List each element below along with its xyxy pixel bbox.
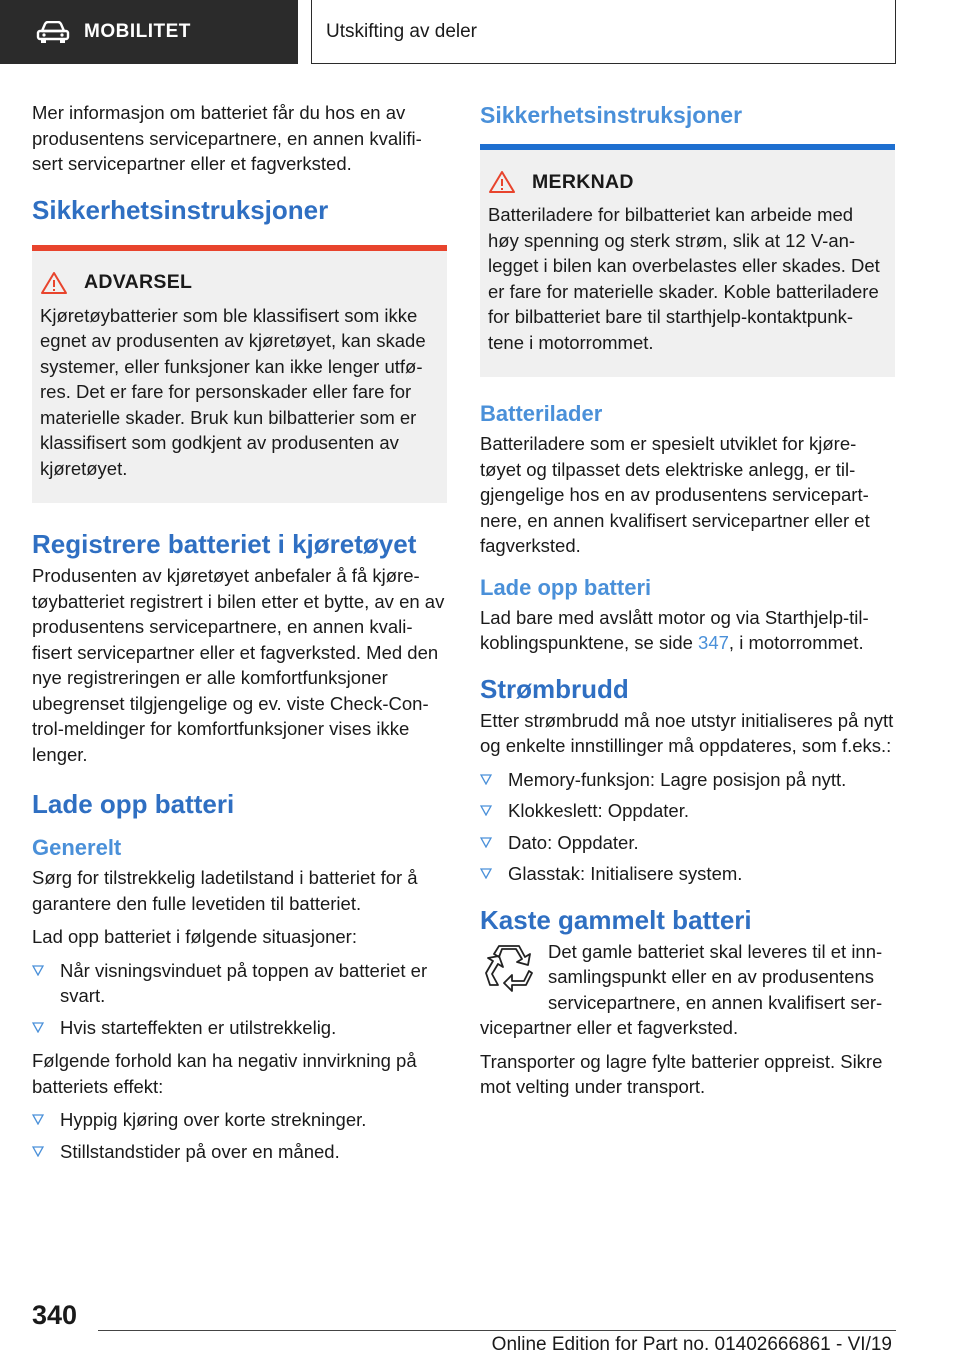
situations-list [32,958,447,1041]
warning-triangle-icon [40,271,68,295]
list-item: Dato: Oppdater. [480,830,895,856]
dispose-paragraph: Det gamle batteriet skal leveres til et inn-samlingspunkt eller en av produsentens servicepartnere, en annen kvalifisert ser-vicepartner eller et fagverksted. [480,940,883,1038]
note-text: Batteriladere for bilbatteriet kan arbeide med høy spenning og sterk strøm, slik at 12 V-an-legget i bilen kan overbelastes eller skades. Det er fare for materielle skader. Koble batteriladere for bilbatteriet bare til starthjelp-kontaktpunk-tene i motorrommet. [488,204,880,353]
car-icon [36,21,70,43]
recycle-icon [480,943,538,999]
triangle-bullet-icon [32,1022,44,1033]
general-heading: Generelt [32,835,122,860]
list-item: Hyppig kjøring over korte strekninger. [32,1107,447,1133]
section-tab [0,0,298,64]
left-column [32,100,447,1172]
note-box [480,144,895,377]
charger-paragraph: Batteriladere som er spesielt utviklet for kjøre-tøyet og tilpasset dets elektriske anlegg, er til-gjengelige hos en av produsentens servicepart-nere, en annen kvalifisert servicepartner eller et fagverksted. [480,433,870,556]
triangle-bullet-icon [32,1146,44,1157]
negative-list [32,1107,447,1164]
footer-divider [98,1330,896,1331]
page-link[interactable]: 347 [698,632,729,653]
charge-paragraph: Lad bare med avslått motor og via Starthjelp-til-koblingspunktene, se side 347, i motorrommet. [480,606,869,653]
dispose-block [480,939,895,1049]
warning-triangle-icon [488,170,516,194]
right-safety-heading: Sikkerhetsinstruksjoner [480,102,743,128]
list-item: Stillstandstider på over en måned. [32,1139,447,1165]
transport-paragraph: Transporter og lagre fylte batterier oppreist. Sikre mot velting under transport. [480,1050,883,1097]
edition-text: Online Edition for Part no. 01402666861 - VI/19 [491,1334,892,1355]
general-paragraph: Sørg for tilstrekkelig ladetilstand i batteriet for å garantere den fulle levetiden til batteriet. [32,867,418,914]
right-charge-heading: Lade opp batteri [480,574,652,600]
charger-heading: Batterilader [480,401,603,426]
triangle-bullet-icon [480,774,492,785]
outage-heading: Strømbrudd [480,673,629,704]
warning-title: ADVARSEL [84,271,193,293]
note-title: MERKNAD [532,170,634,193]
triangle-bullet-icon [32,965,44,976]
list-item: Glasstak: Initialisere system. [480,861,895,887]
outage-list [480,767,895,887]
warning-box [32,245,447,504]
triangle-bullet-icon [480,805,492,816]
page-number: 340 [32,1300,78,1330]
triangle-bullet-icon [480,837,492,848]
section-title: MOBILITET [84,21,191,42]
chapter-title: Utskifting av deler [326,20,478,42]
dispose-heading: Kaste gammelt batteri [480,904,752,935]
register-paragraph: Produsenten av kjøretøyet anbefaler å få kjøre-tøybatteriet registrert i bilen etter et bytte, av en av produsentens servicepartnere, en annen kvali-fisert servicepartner eller et fagverksted. Med den nye registreringen er alle komfortfunksjoner ubegrenset tilgjengelige og ev. viste Check-Con-trol-meldinger for komfortfunksjoner vises ikke lenger. [32,565,445,765]
situations-intro: Lad opp batteriet i følgende situasjoner: [32,926,357,947]
chapter-title-box [311,0,896,64]
triangle-bullet-icon [32,1114,44,1125]
list-item: Hvis starteffekten er utilstrekkelig. [32,1015,447,1041]
list-item: Klokkeslett: Oppdater. [480,798,895,824]
negative-intro: Følgende forhold kan ha negativ innvirkning på batteriets effekt: [32,1050,417,1097]
charge-heading: Lade opp batteri [32,789,235,819]
list-item: Når visningsvinduet på toppen av batteriet er svart. [32,958,447,1009]
safety-heading: Sikkerhetsinstruksjoner [32,194,329,225]
list-item: Memory-funksjon: Lagre posisjon på nytt. [480,767,895,793]
triangle-bullet-icon [480,868,492,879]
intro-paragraph: Mer informasjon om batteriet får du hos en av produsentens servicepartnere, en annen kvalifi-sert servicepartner eller et fagverksted. [32,102,422,174]
warning-text: Kjøretøybatterier som ble klassifisert som ikke egnet av produsenten av kjøretøyet, kan skade systemer, eller funksjoner kan ikke lenger utfø-res. Det er fare for personskader eller fare for materielle skader. Bruk kun bilbatterier som er klassifisert som godkjent av produsenten av kjøretøyet. [40,304,426,479]
register-heading: Registrere batteriet i kjøretøyet [32,529,417,559]
outage-paragraph: Etter strømbrudd må noe utstyr initialiseres på nytt og enkelte innstillinger må oppdateres, som f.eks.: [480,709,894,756]
right-column [480,100,895,1108]
